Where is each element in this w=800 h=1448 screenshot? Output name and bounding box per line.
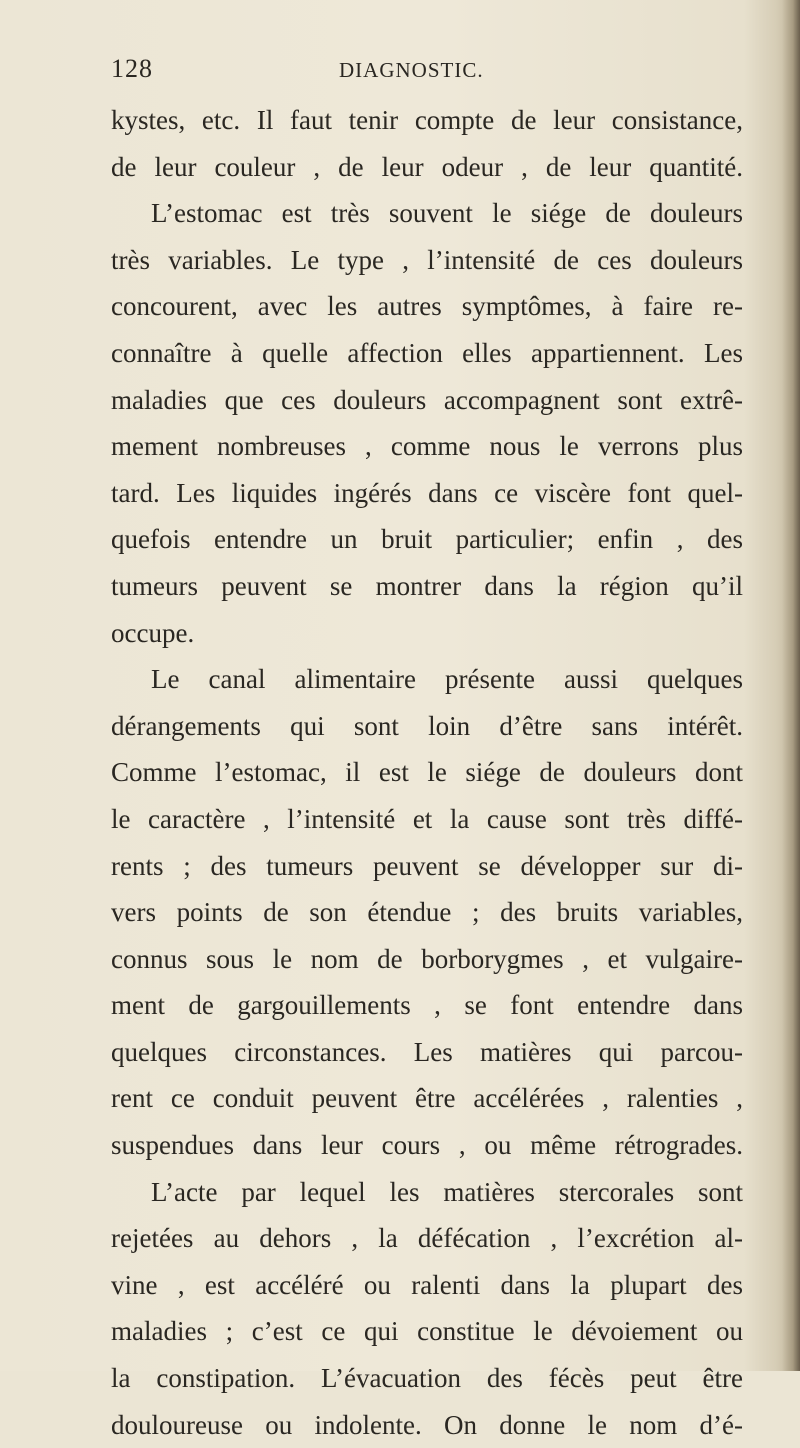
text-line: quefois entendre un bruit particulier; enfin , des xyxy=(111,524,743,555)
page-header xyxy=(111,54,721,88)
text-line: ment de gargouillements , se font entendre dans xyxy=(111,990,743,1021)
text-line: tard. Les liquides ingérés dans ce viscère font quel- xyxy=(111,477,743,508)
text-line: L’acte par lequel les matières stercorales sont xyxy=(151,1176,743,1207)
text-line: dérangements qui sont loin d’être sans intérêt. xyxy=(111,710,743,741)
text-line: maladies ; c’est ce qui constitue le dévoiement ou xyxy=(111,1316,743,1347)
text-line: rent ce conduit peuvent être accélérées , ralenties , xyxy=(111,1083,743,1114)
text-line: tumeurs peuvent se montrer dans la région qu’il xyxy=(111,570,743,601)
page-edge-shadow xyxy=(782,0,800,1371)
text-line: douloureuse ou indolente. On donne le nom d’é- xyxy=(111,1409,743,1440)
page-number: 128 xyxy=(111,54,153,83)
text-line: Comme l’estomac, il est le siége de douleurs dont xyxy=(111,757,743,788)
body-text xyxy=(111,97,743,1448)
text-line: L’estomac est très souvent le siége de douleurs xyxy=(151,198,743,229)
text-line: connaître à quelle affection elles appartiennent. Les xyxy=(111,337,743,368)
text-line: connus sous le nom de borborygmes , et vulgaire- xyxy=(111,943,743,974)
text-line: mement nombreuses , comme nous le verrons plus xyxy=(111,431,743,462)
text-line: Le canal alimentaire présente aussi quelques xyxy=(151,664,743,695)
text-line: maladies que ces douleurs accompagnent sont extrê- xyxy=(111,384,743,415)
text-line: le caractère , l’intensité et la cause sont très diffé- xyxy=(111,803,743,834)
running-title: DIAGNOSTIC. xyxy=(339,58,484,82)
text-line: la constipation. L’évacuation des fécès peut être xyxy=(111,1363,743,1394)
text-line: quelques circonstances. Les matières qui parcou- xyxy=(111,1036,743,1067)
text-line: rejetées au dehors , la défécation , l’excrétion al- xyxy=(111,1223,743,1254)
text-line: très variables. Le type , l’intensité de ces douleurs xyxy=(111,244,743,275)
text-line: vine , est accéléré ou ralenti dans la plupart des xyxy=(111,1269,743,1300)
text-line: rents ; des tumeurs peuvent se développer sur di- xyxy=(111,850,743,881)
text-line: occupe. xyxy=(111,617,195,648)
text-line: vers points de son étendue ; des bruits variables, xyxy=(111,897,743,928)
text-line: kystes, etc. Il faut tenir compte de leur consistance, xyxy=(111,105,743,135)
text-line: suspendues dans leur cours , ou même rétrogrades. xyxy=(111,1130,743,1161)
text-line: de leur couleur , de leur odeur , de leur quantité. xyxy=(111,151,743,182)
text-line: concourent, avec les autres symptômes, à faire re- xyxy=(111,291,743,322)
